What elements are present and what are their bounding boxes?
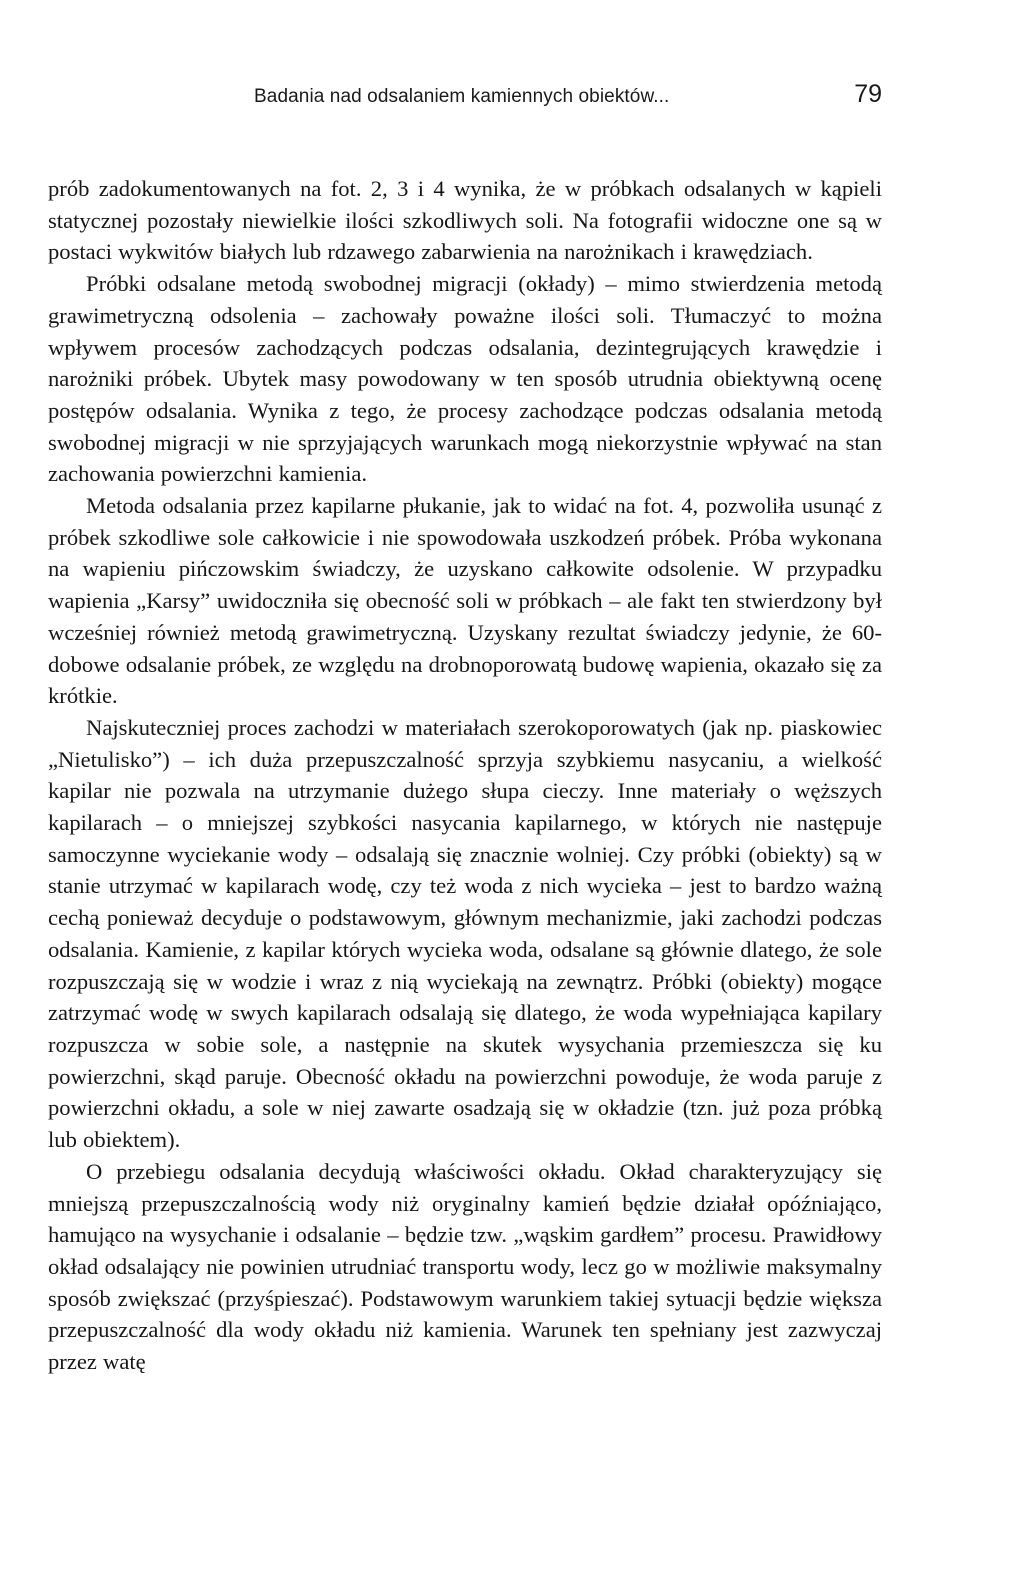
paragraph: Próbki odsalane metodą swobodnej migracji (okłady) – mimo stwierdzenia metodą grawimetryczną odsolenia – zachowały poważne ilości soli. Tłumaczyć to można wpływem procesów zachodzących podczas odsalania, dezintegrujących krawędzie i narożniki próbek. Ubytek masy powodowany w ten sposób utrudnia obiektywną ocenę postępów odsalania. Wynika z tego, że procesy zachodzące podczas odsalania metodą swobodnej migracji w nie sprzyjających warunkach mogą niekorzystnie wpływać na stan zachowania powierzchni kamienia. <box>48 271 882 487</box>
running-title: Badania nad odsalaniem kamiennych obiektów... <box>254 86 670 107</box>
running-head <box>48 80 882 116</box>
paragraph: Najskuteczniej proces zachodzi w materiałach szerokoporowatych (jak np. piaskowiec „Nietulisko”) – ich duża przepuszczalność sprzyja szybkiemu nasycaniu, a wielkość kapilar nie pozwala na utrzymanie dużego słupa cieczy. Inne materiały o węższych kapilarach – o mniejszej szybkości nasycania kapilarnego, w których nie następuje samoczynne wyciekanie wody – odsalają się znacznie wolniej. Czy próbki (obiekty) są w stanie utrzymać w kapilarach wodę, czy też woda z nich wycieka – jest to bardzo ważną cechą ponieważ decyduje o podstawowym, głównym mechanizmie, jaki zachodzi podczas odsalania. Kamienie, z kapilar których wycieka woda, odsalane są głównie dlatego, że sole rozpuszczają się w wodzie i wraz z nią wyciekają na zewnątrz. Próbki (obiekty) mogące zatrzymać wodę w swych kapilarach odsalają się dlatego, że woda wypełniająca kapilary rozpuszcza w sobie sole, a następnie na skutek wysychania przemieszcza się ku powierzchni, skąd paruje. Obecność okładu na powierzchni powoduje, że woda paruje z powierzchni okładu, a sole w niej zawarte osadzają się w okładzie (tzn. już poza próbką lub obiektem). <box>48 714 882 1153</box>
body-text <box>48 173 882 1378</box>
paragraph: Metoda odsalania przez kapilarne płukanie, jak to widać na fot. 4, pozwoliła usunąć z próbek szkodliwe sole całkowicie i nie spowodowała uszkodzeń próbek. Próba wykonana na wapieniu pińczowskim świadczy, że uzyskano całkowite odsolenie. W przypadku wapienia „Karsy” uwidoczniła się obecność soli w próbkach – ale fakt ten stwierdzony był wcześniej również metodą grawimetryczną. Uzyskany rezultat świadczy jedynie, że 60-dobowe odsalanie próbek, ze względu na drobnoporowatą budowę wapienia, okazało się za krótkie. <box>48 493 882 709</box>
book-page <box>48 80 882 1378</box>
page-number: 79 <box>854 80 882 108</box>
paragraph: O przebiegu odsalania decydują właściwości okładu. Okład charakteryzujący się mniejszą przepuszczalnością wody niż oryginalny kamień będzie działał opóźniająco, hamująco na wysychanie i odsalanie – będzie tzw. „wąskim gardłem” procesu. Prawidłowy okład odsalający nie powinien utrudniać transportu wody, lecz go w możliwie maksymalny sposób zwiększać (przyśpieszać). Podstawowym warunkiem takiej sytuacji będzie większa przepuszczalność dla wody okładu niż kamienia. Warunek ten spełniany jest zazwyczaj przez watę <box>48 1158 882 1375</box>
paragraph-continuation: prób zadokumentowanych na fot. 2, 3 i 4 wynika, że w próbkach odsalanych w kąpieli statycznej pozostały niewielkie ilości szkodliwych soli. Na fotografii widoczne one są w postaci wykwitów białych lub rdzawego zabarwienia na narożnikach i krawędziach. <box>48 176 882 265</box>
